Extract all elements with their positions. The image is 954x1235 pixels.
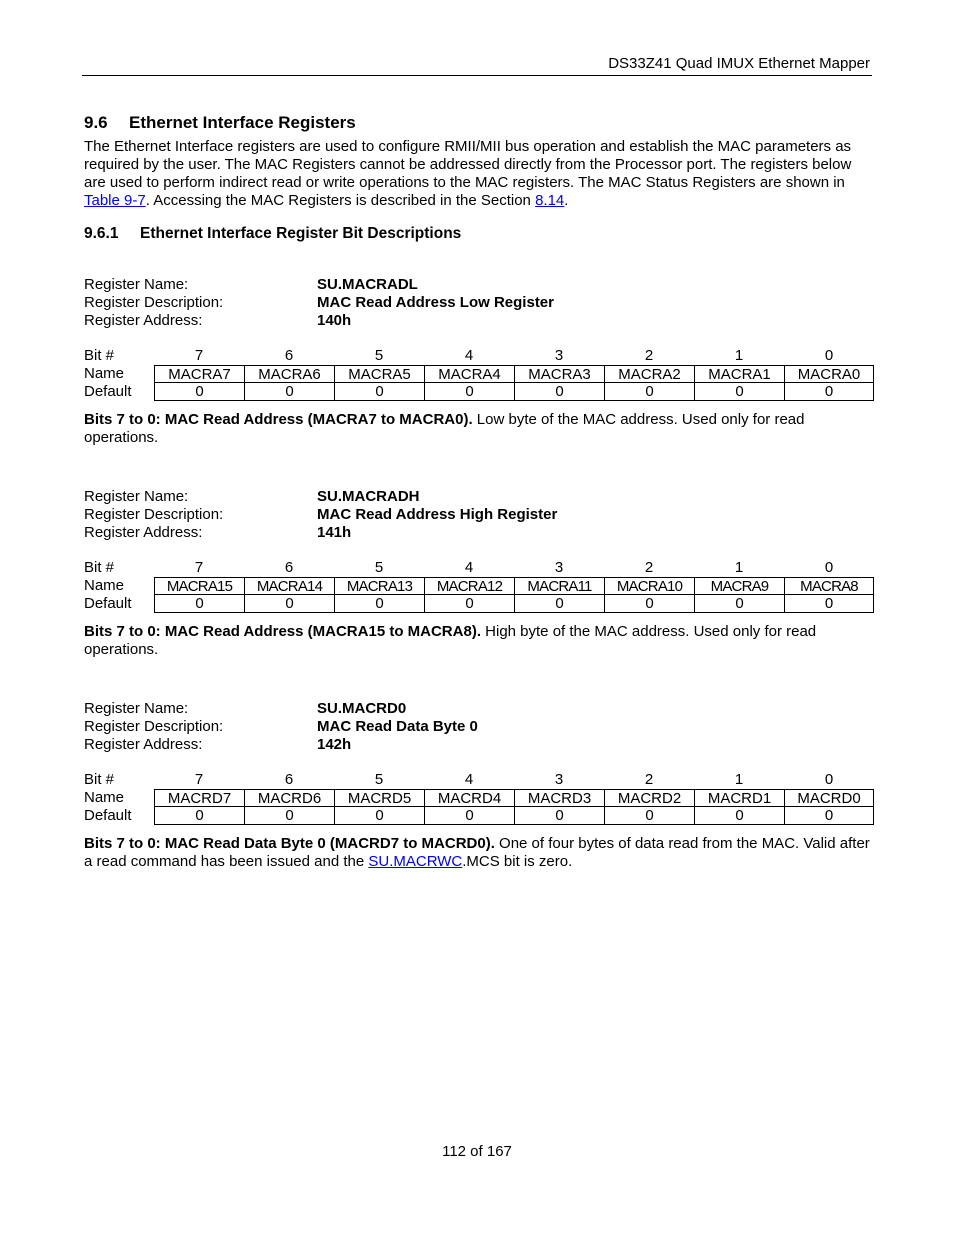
register-name-label: Register Name:: [84, 700, 189, 717]
field-name-cell: MACRA8: [784, 577, 874, 595]
register-name: SU.MACRADL: [317, 276, 418, 293]
bit-number: 4: [464, 559, 474, 576]
default-cell: 0: [424, 595, 514, 613]
default-cell: 0: [694, 383, 784, 401]
field-name-label: Name: [84, 577, 125, 594]
register-address: 141h: [317, 524, 352, 541]
default-cell: 0: [334, 807, 424, 825]
field-name-cell: MACRA5: [334, 365, 424, 383]
bit-description-text-end: .MCS bit is zero.: [462, 853, 573, 870]
field-name-row: [84, 789, 874, 807]
default-cell: 0: [514, 595, 604, 613]
field-name-cell: MACRA13: [334, 577, 424, 595]
intro-text: The Ethernet Interface registers are used to configure RMII/MII bus operation and establish the MAC parameters as required by the user. The MAC Registers cannot be addressed directly from the Processor port. The registers below are used to perform indirect read or write operations to the MAC registers. The MAC Status Registers are shown in: [84, 138, 852, 191]
su-macrwc-link[interactable]: SU.MACRWC: [368, 853, 463, 870]
bit-description: [84, 411, 874, 447]
field-name-cell: MACRA12: [424, 577, 514, 595]
bit-number: 0: [824, 771, 834, 788]
field-name-cell: MACRA2: [604, 365, 694, 383]
field-name-cell: MACRA3: [514, 365, 604, 383]
table-9-7-link[interactable]: Table 9-7: [84, 192, 146, 209]
bit-number-label: Bit #: [84, 347, 115, 364]
bit-number: 5: [374, 771, 384, 788]
bit-number: 7: [194, 559, 204, 576]
register-description-label: Register Description:: [84, 294, 224, 311]
register-name: SU.MACRD0: [317, 700, 407, 717]
default-cell: 0: [244, 807, 334, 825]
default-cell: 0: [334, 383, 424, 401]
bit-number: 7: [194, 771, 204, 788]
field-name-row: [84, 365, 874, 383]
register-description: MAC Read Address High Register: [317, 506, 558, 523]
bit-number-row: [84, 771, 874, 789]
register-description: MAC Read Address Low Register: [317, 294, 554, 311]
default-cell: 0: [694, 807, 784, 825]
field-name-cell: MACRD0: [784, 789, 874, 807]
default-cell: 0: [604, 807, 694, 825]
register-description-label: Register Description:: [84, 506, 224, 523]
bit-number: 4: [464, 347, 474, 364]
register-info: [84, 276, 874, 330]
bit-number: 5: [374, 347, 384, 364]
document-title: DS33Z41 Quad IMUX Ethernet Mapper: [608, 55, 870, 72]
field-name-cell: MACRA6: [244, 365, 334, 383]
field-name-cell: MACRA0: [784, 365, 874, 383]
field-name-label: Name: [84, 365, 125, 382]
register-name: SU.MACRADH: [317, 488, 420, 505]
default-cell: 0: [784, 595, 874, 613]
default-cell: 0: [244, 595, 334, 613]
default-cell: 0: [514, 807, 604, 825]
default-cell: 0: [604, 595, 694, 613]
field-name-cell: MACRD6: [244, 789, 334, 807]
field-name-cell: MACRD3: [514, 789, 604, 807]
default-row: [84, 807, 874, 825]
bit-description-text: One of four bytes of data read from the MAC. Valid after a read command has been issued and the: [84, 835, 870, 870]
bit-description: [84, 835, 874, 871]
bit-description-text: High byte of the MAC address. Used only for read operations.: [84, 623, 817, 658]
register-address: 140h: [317, 312, 352, 329]
default-row: [84, 595, 874, 613]
bit-number: 2: [644, 347, 654, 364]
default-cell: 0: [784, 807, 874, 825]
subsection-number: 9.6.1: [84, 225, 119, 242]
bit-number: 6: [284, 771, 294, 788]
default-cell: 0: [154, 807, 244, 825]
register-address-label: Register Address:: [84, 736, 203, 753]
bit-description-title: Bits 7 to 0: MAC Read Address (MACRA15 to MACRA8).: [84, 623, 481, 640]
field-name-cell: MACRA15: [154, 577, 244, 595]
default-cell: 0: [334, 595, 424, 613]
field-name-row: [84, 577, 874, 595]
field-name-cell: MACRD7: [154, 789, 244, 807]
bit-number: 2: [644, 771, 654, 788]
bit-number: 6: [284, 347, 294, 364]
default-cell: 0: [424, 383, 514, 401]
section-heading: [84, 113, 356, 133]
bit-description: [84, 623, 874, 659]
bit-number: 0: [824, 559, 834, 576]
bit-number-row: [84, 559, 874, 577]
field-name-cell: MACRD1: [694, 789, 784, 807]
field-name-cell: MACRA10: [604, 577, 694, 595]
register-address-label: Register Address:: [84, 312, 203, 329]
register-info: [84, 488, 874, 542]
register-block-macradl: [84, 276, 874, 446]
bit-number-label: Bit #: [84, 771, 115, 788]
bit-description-title: Bits 7 to 0: MAC Read Address (MACRA7 to MACRA0).: [84, 411, 473, 428]
bit-number: 0: [824, 347, 834, 364]
default-cell: 0: [604, 383, 694, 401]
bit-number: 6: [284, 559, 294, 576]
field-name-cell: MACRA14: [244, 577, 334, 595]
register-description-label: Register Description:: [84, 718, 224, 735]
field-name-cell: MACRA7: [154, 365, 244, 383]
subsection-title: Ethernet Interface Register Bit Descriptions: [140, 225, 462, 242]
default-label: Default: [84, 383, 132, 400]
field-name-cell: MACRD2: [604, 789, 694, 807]
register-block-macrd0: [84, 700, 874, 870]
bit-number: 7: [194, 347, 204, 364]
register-name-label: Register Name:: [84, 276, 189, 293]
bit-number: 5: [374, 559, 384, 576]
subsection-heading: [84, 225, 461, 243]
default-cell: 0: [694, 595, 784, 613]
section-number: 9.6: [84, 113, 108, 132]
bit-table: [84, 347, 874, 401]
register-address-label: Register Address:: [84, 524, 203, 541]
default-cell: 0: [154, 595, 244, 613]
default-cell: 0: [154, 383, 244, 401]
register-info: [84, 700, 874, 754]
intro-text-2: . Accessing the MAC Registers is described in the Section: [145, 192, 536, 209]
bit-number-label: Bit #: [84, 559, 115, 576]
bit-number: 3: [554, 347, 564, 364]
section-title: Ethernet Interface Registers: [129, 113, 356, 132]
field-name-cell: MACRA9: [694, 577, 784, 595]
page-number: 112 of 167: [442, 1143, 512, 1160]
bit-number: 4: [464, 771, 474, 788]
register-block-macradh: [84, 488, 874, 658]
bit-number: 1: [734, 347, 744, 364]
field-name-cell: MACRA1: [694, 365, 784, 383]
bit-description-text: Low byte of the MAC address. Used only for read operations.: [84, 411, 805, 446]
field-name-cell: MACRD5: [334, 789, 424, 807]
default-cell: 0: [424, 807, 514, 825]
bit-number: 3: [554, 771, 564, 788]
section-8-14-link[interactable]: 8.14: [535, 192, 565, 209]
bit-table: [84, 559, 874, 613]
bit-description-title: Bits 7 to 0: MAC Read Data Byte 0 (MACRD7 to MACRD0).: [84, 835, 495, 852]
bit-number-row: [84, 347, 874, 365]
section-intro: [84, 138, 874, 210]
default-label: Default: [84, 595, 132, 612]
bit-number: 2: [644, 559, 654, 576]
field-name-cell: MACRA11: [514, 577, 604, 595]
default-row: [84, 383, 874, 401]
field-name-label: Name: [84, 789, 125, 806]
register-name-label: Register Name:: [84, 488, 189, 505]
intro-text-end: .: [564, 192, 569, 209]
bit-number: 3: [554, 559, 564, 576]
bit-number: 1: [734, 559, 744, 576]
field-name-cell: MACRD4: [424, 789, 514, 807]
default-cell: 0: [244, 383, 334, 401]
bit-table: [84, 771, 874, 825]
field-name-cell: MACRA4: [424, 365, 514, 383]
default-cell: 0: [514, 383, 604, 401]
register-description: MAC Read Data Byte 0: [317, 718, 478, 735]
default-cell: 0: [784, 383, 874, 401]
bit-number: 1: [734, 771, 744, 788]
default-label: Default: [84, 807, 132, 824]
register-address: 142h: [317, 736, 352, 753]
header-divider: [82, 75, 872, 76]
